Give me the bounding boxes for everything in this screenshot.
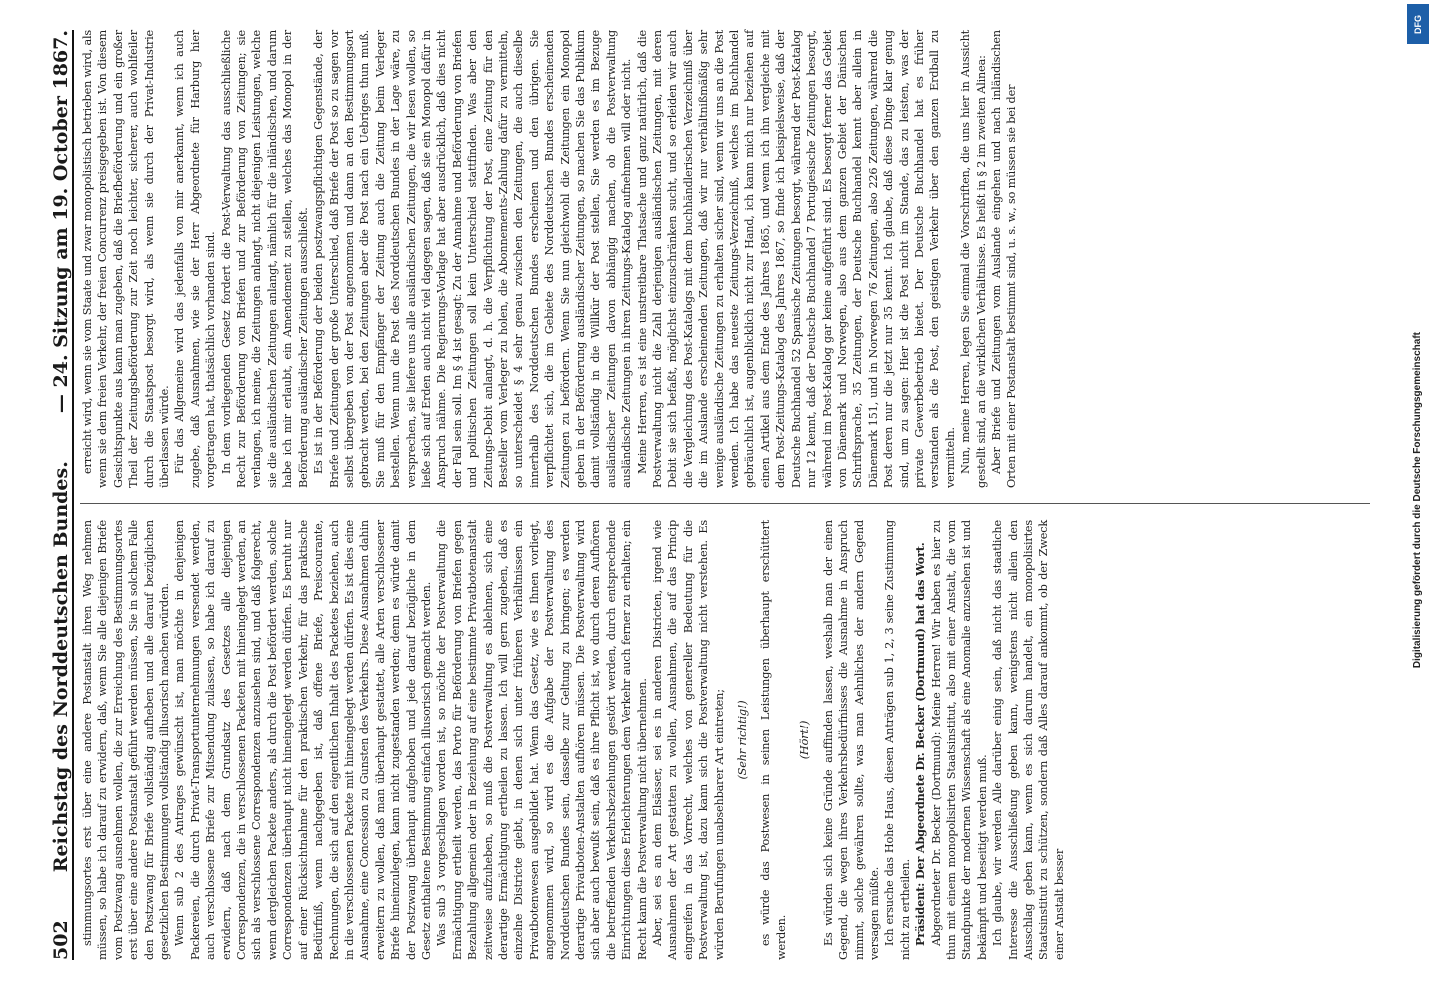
digitization-note: Digitalisierung gefördert durch die Deutsche Forschungsgemeinschaft <box>1411 331 1423 669</box>
paragraph: Es ist in der Beförderung der beiden postzwangspflichtigen Gegenstände, der Briefe und Zeitungen der große Unterschied, daß Briefe der Post so zu sagen vor selbst übergeben von der Post angenommen und dann an den Bestimmungsort gebracht werden, bei den Zeitungen aber die Post nach ein Uebriges thun muß. Sie muß für den Empfänger der Zeitung auch die Zeitung beim Verleger bestellen. Wenn nun die Post des Norddeutschen Bundes in der Lage wäre, zu versprechen, sie liefere uns alle ausländischen Zeitungen, die wir lesen wollen, so ließe sich auf Erden auch nicht viel dagegen sagen, daß sie ein Monopol dafür in Anspruch nähme. Die Regierungs-Vorlage hat aber ausdrücklich, daß dies nicht der Fall sein soll. Im § 4 ist gesagt: Zu der Annahme und Beförderung von Briefen und politischen Zeitungen soll kein Unterschied stattfinden. Was aber den Zeitungs-Debit anlangt, d. h. die Verpflichtung der Post, eine Zeitung für den Besteller vom Verleger zu holen, die Abonnements-Zahlung dafür zu vermitteln, so unterscheidet § 4 sehr genau zwischen den Zeitungen, die auch dieselbe innerhalb des Norddeutschen Bundes erscheinen und den übrigen. Sie verpflichtet sich, die im Gebiete des Norddeutschen Bundes erscheinenden Zeitungen zu befördern. Wenn Sie nun gleichwohl die Zeitungen ein Monopol geben in der Beförderung ausländischer Zeitungen, so machen Sie das Publikum damit vollständig in die Willkür der Post stellen, Sie werden es im Bezuge ausländischer Zeitungen davon abhängig machen, ob die Postverwaltung ausländische Zeitungen in ihren Zeitungs-Katalog aufnehmen will oder nicht. <box>312 30 634 488</box>
speaker-paragraph: Präsident: Der Abgeordnete Dr. Becker (Dortmund) hat das Wort. <box>913 542 928 946</box>
interjection: (Hört!) <box>798 720 812 760</box>
paragraph: Abgeordneter Dr. Becker (Dortmund): Meine Herren! Wir haben es hier zu thun mit einem monopolisirten Staatsinstitut, also mit einer Anstalt, die vom Standpunkte der modernen Wissenschaft als eine Anomalie anzusehen ist und bekämpft und beseitigt werden muß. <box>929 520 989 960</box>
paragraph: Was sub 3 vorgeschlagen worden ist, so möchte der Postverwaltung die Ermächtigung ertheilt werden, das Porto für Beförderung von Briefen gegen Bezahlung allgemein oder in Beziehung auf eine bestimmte Privatbotenanstalt zeitweise aufzuheben, so muß die Postverwaltung es ablehnen, sich eine derartige Ermächtigung ertheilen zu lassen. Ich will gern zugeben, daß es einzelne Districte giebt, in denen sich unter früheren Verhältnissen ein Privatbotenwesen ausgebildet hat. Wenn das Gesetz, wie es Ihnen vorliegt, angenommen wird, so wird es die Aufgabe der Postverwaltung des Norddeutschen Bundes sein, dasselbe zur Geltung zu bringen; es werden derartige Privatboten-Anstalten aufhören müssen. Die Postverwaltung wird sich aber auch bewußt sein, daß es ihre Pflicht ist, wo durch deren Aufhören die betreffenden Verkehrsbeziehungen gestört werden, durch entsprechende Einrichtungen diese Erleichterungen dem Verkehr auch ferner zu erhalten; ein Recht kann die Postverwaltung nicht übernehmen. <box>435 520 649 960</box>
paragraph: stimmungsortes erst über eine andere Postanstalt ihren Weg nehmen müssen, so habe ich darauf zu erwidern, daß, wenn Sie alle diejenigen Briefe vom Postzwang ausnehmen wollen, die zur Erreichung des Bestimmungsortes erst über eine andere Postanstalt geführt werden müssen, Sie in solchem Falle den Postzwang für Briefe vollständig aufheben und alle darauf bezüglichen gesetzlichen Bestimmungen vollständig illusorisch machen würden. <box>81 520 172 960</box>
paragraph: Ich ersuche das Hohe Haus, diesen Anträgen sub 1, 2, 3 seine Zustimmung nicht zu ertheilen. <box>883 520 912 960</box>
left-running-title: Reichstag des Norddeutschen Bundes. <box>50 461 72 873</box>
interjection: (Sehr richtig!) <box>736 700 750 780</box>
paragraph: erreicht wird, wenn sie vom Staate und zwar monopolistisch betrieben wird, als wenn sie dem freien Verkehr, der freien Concurrenz preisgegeben ist. Von diesem Gesichtspunkte aus kann man zugeben, daß die Briefbeförderung und ein großer Theil der Zeitungsbeförderung zur Zeit noch leichter, sicherer, auch wohlfeiler durch die Staatspost besorgt wird, als wenn sie durch der Privat-Industrie überlassen würde. <box>81 30 172 488</box>
page-header <box>42 30 74 960</box>
paragraph: Ich glaube, wir werden Alle darüber einig sein, daß nicht das staatliche Interesse die Ausschließung geben kann, wenigstens nicht allein den Ausschlag geben kann, wenn es sich darum handelt, ein monopolisirtes Staatsinstitut zu schützen, sondern daß Alles darauf ankommt, ob der Zweck einer Anstalt besser <box>991 520 1066 960</box>
digitization-footer <box>1408 0 1426 1000</box>
column-divider <box>80 503 1370 504</box>
paragraph: Aber, sei es an dem Elsässer, sei es in anderen Districten, irgend wie Ausnahmen der Art gestatten zu wollen, Ausnahmen, die auf das Princip eingreifen in das Vorrecht, welches von genereller Bedeutung für die Postverwaltung ist, dazu kann sich die Postverwaltung nicht verstehen. Es würden Berufungen unabsehbarer Art eintreten; <box>651 520 726 960</box>
paragraph: Wenn sub 2 des Antrages gewünscht ist, man möchte in denjenigen Packereien, die durch Privat-Transportunternehmungen versendet werden, auch verschlossene Briefe zur Mitsendung zulassen, so habe ich darauf zu erwidern, daß nach dem Grundsatz des Gesetzes alle diejenigen Correspondenzen, die in verschlossenen Packeten mit hineingelegt werden, an sich als verschlossene Correspondenzen anzusehen sind, und daß folgerecht, wenn dergleichen Packete anders, als durch die Post befördert werden, solche Correspondenzen überhaupt nicht hineingelegt werden dürfen. Es beruht nur auf einer Rücksichtnahme für den praktischen Verkehr, für das praktische Bedürfniß, wenn nachgegeben ist, daß offene Briefe, Preiscourante, Rechnungen, die sich auf den eigentlichen Inhalt des Packetes beziehen, auch in die verschlossenen Packete mit hineingelegt werden dürfen. Es ist dies eine Ausnahme, eine Concession zu Gunsten des Verkehrs. Diese Ausnahmen dahin erweitern zu wollen, daß man überhaupt gestattet, alle Arten verschlossener Briefe hineinzulegen, kann nicht zugestanden werden; denn es würde damit der Postzwang überhaupt aufgehoben und jede darauf bezügliche in dem Gesetz enthaltene Bestimmung einfach illusorisch gemacht werden. <box>173 520 433 960</box>
paragraph: Es würden sich keine Gründe auffinden lassen, weshalb man der einen Gegend, die wegen ihres Verkehrsbedürfnisses die Ausnahme in Anspruch nimmt, solche gewähren sollte, was man Aehnliches der andern Gegend versagen müßte. <box>821 520 881 960</box>
left-column <box>80 520 1067 960</box>
page-number: 502 <box>50 920 72 960</box>
paragraph: Nun, meine Herren, legen Sie einmal die Vorschriften, die uns hier in Aussicht gestellt sind, an die wirklichen Verhältnisse. Es heißt in § 2 im zweiten Alinea: <box>959 30 988 488</box>
right-column <box>80 30 1020 488</box>
paragraph: Meine Herren, es ist eine unstreitbare Thatsache und ganz natürlich, daß die Postverwaltung nicht die Zahl derjenigen ausländischen Zeitungen, mit deren Debit sie sich befaßt, möglichst einzuschränken sucht, und so erleiden wir auch die Vergleichung des Post-Katalogs mit dem buchhändlerischen Verzeichniß über die im Auslande erscheinenden Zeitungen, daß wir nur verhältnißmäßig sehr wenige ausländische Zeitungen zu erhalten sicher sind, wenn wir uns an die Post wenden. Ich habe das neueste Zeitungs-Verzeichniß, welches im Buchhandel gebräuchlich ist, augenblicklich nicht zur Hand, ich kann mich nur beziehen auf einen Artikel aus dem Ende des Jahres 1865, und wenn ich ihn vergleiche mit dem Post-Zeitungs-Katalog des Jahres 1867, so finde ich beispielsweise, daß der Deutsche Buchhandel 52 Spanische Zeitungen besorgt, während der Post-Katalog nur 12 kennt, daß der Deutsche Buchhandel 7 Portugiesische Zeitungen besorgt, während im Post-Katalog gar keine aufgeführt sind. Es besorgt ferner das Gebiet von Dänemark und Norwegen, also aus dem ganzen Gebiet der Dänischen Schriftsprache, 35 Zeitungen, der Deutsche Buchhandel kennt aber allein in Dänemark 151, und in Norwegen 76 Zeitungen, also 226 Zeitungen, während die Post deren nur die jetzt nur 35 kennt. Ich glaube, daß diese Dinge klar genug sind, um zu sagen: Hier ist die Post nicht im Stande, das zu leisten, was der private Gewerbebetrieb bietet. Der Deutsche Buchhandel hat es früher verstanden als die Post, den geistigen Verkehr über den ganzen Erdball zu vermitteln. <box>635 30 957 488</box>
paragraph: Für das Allgemeine wird das jedenfalls von mir anerkannt, wenn ich auch zugebe, daß Ausnahmen, wie sie der Herr Abgeordnete für Harburg hier vorgetragen hat, thatsächlich vorhanden sind. <box>173 30 218 488</box>
quoted-paragraph: Aber Briefe und Zeitungen vom Auslande eingehen und nach inländischen Orten mit einer Postanstalt bestimmt sind, u. s. w., so müssen sie bei der <box>989 30 1019 488</box>
right-running-title: — 24. Sitzung am 19. October 1867. <box>50 30 72 414</box>
dfg-logo-text: DFG <box>1413 14 1423 34</box>
paragraph: In dem vorliegenden Gesetz fordert die Post-Verwaltung das ausschließliche Recht zur Beförderung von Briefen und zur Beförderung von Zeitungen; sie verlangen, ich meine, die Zeitungen anlangt, nicht diejenigen Leistungen, welche sie die ausländischen Zeitungen anlangt, nämlich für die inländischen, und darum habe ich mir erlaubt, ein Amendement zu stellen, welches das Monopol in der Beförderung ausländischer Zeitungen ausschließt. <box>219 30 310 488</box>
paragraph: es würde das Postwesen in seinen Leistungen überhaupt erschüttert werden. <box>759 520 788 960</box>
